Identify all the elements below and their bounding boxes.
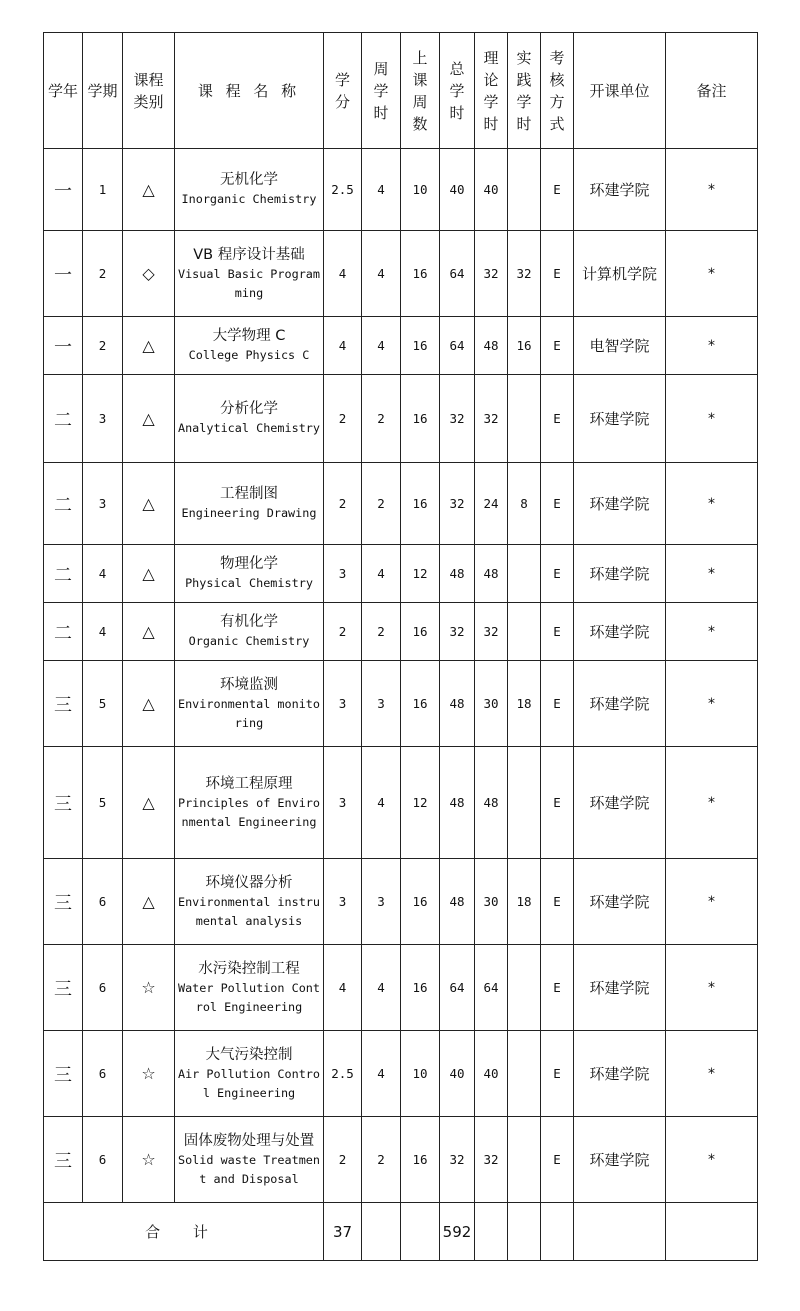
credit-cell: 2 [324, 463, 362, 545]
course-name-en: Engineering Drawing [181, 506, 317, 520]
course-name-cn: 有机化学 [220, 614, 278, 630]
theory-hours-cell: 32 [475, 603, 508, 661]
header-course-name: 课 程 名 称 [175, 33, 324, 149]
weeks-cell: 16 [401, 317, 440, 375]
exam-method-cell: E [541, 375, 574, 463]
weekly-hours-cell: 2 [362, 463, 401, 545]
total-theory-hours [475, 1203, 508, 1261]
term-cell: 5 [83, 661, 123, 747]
exam-method-cell: E [541, 231, 574, 317]
year-cell: 三 [44, 1031, 83, 1117]
note-cell: * [666, 317, 758, 375]
exam-method-cell: E [541, 545, 574, 603]
theory-hours-cell: 32 [475, 1117, 508, 1203]
header-theory-hours: 理论学时 [475, 33, 508, 149]
header-course-type: 课程类别 [123, 33, 175, 149]
course-name-cell [175, 1117, 324, 1203]
header-row [44, 33, 758, 149]
total-hours-cell: 32 [440, 603, 475, 661]
course-name-cell [175, 747, 324, 859]
table-row [44, 463, 758, 545]
table-row [44, 945, 758, 1031]
note-cell: * [666, 747, 758, 859]
course-name-cell [175, 859, 324, 945]
exam-method-cell: E [541, 317, 574, 375]
term-cell: 5 [83, 747, 123, 859]
credit-cell: 2 [324, 1117, 362, 1203]
table-row [44, 859, 758, 945]
weekly-hours-cell: 3 [362, 661, 401, 747]
course-name-cell [175, 375, 324, 463]
department-cell: 环建学院 [574, 945, 666, 1031]
year-cell: 一 [44, 149, 83, 231]
practice-hours-cell: 32 [508, 231, 541, 317]
course-name-cn: VB 程序设计基础 [193, 246, 305, 263]
year-cell: 三 [44, 859, 83, 945]
practice-hours-cell: 8 [508, 463, 541, 545]
total-label-text: 合 计 [145, 1223, 222, 1241]
weeks-cell: 16 [401, 859, 440, 945]
year-cell: 三 [44, 747, 83, 859]
year-cell: 三 [44, 661, 83, 747]
weeks-cell: 16 [401, 603, 440, 661]
department-cell: 环建学院 [574, 545, 666, 603]
note-cell: * [666, 859, 758, 945]
credit-cell: 4 [324, 231, 362, 317]
table-row [44, 149, 758, 231]
department-cell: 环建学院 [574, 463, 666, 545]
total-hours-cell: 40 [440, 149, 475, 231]
weeks-cell: 16 [401, 1117, 440, 1203]
exam-method-cell: E [541, 1031, 574, 1117]
note-cell: * [666, 545, 758, 603]
credit-cell: 2.5 [324, 1031, 362, 1117]
course-name-en: Organic Chemistry [188, 634, 310, 648]
course-type-cell: △ [123, 661, 175, 747]
term-cell: 6 [83, 1117, 123, 1203]
course-name-cn: 环境工程原理 [205, 775, 293, 792]
exam-method-cell: E [541, 661, 574, 747]
course-type-cell: △ [123, 375, 175, 463]
department-cell: 计算机学院 [574, 231, 666, 317]
weekly-hours-cell: 4 [362, 545, 401, 603]
theory-hours-cell: 48 [475, 317, 508, 375]
course-name-en: Principles of Environmental Engineering [177, 795, 321, 829]
table-row [44, 1031, 758, 1117]
table-row [44, 1117, 758, 1203]
total-hours-cell: 32 [440, 1117, 475, 1203]
exam-method-cell: E [541, 463, 574, 545]
course-name-en: Water Pollution Control Engineering [177, 980, 321, 1014]
total-hours-cell: 64 [440, 231, 475, 317]
course-type-cell: ☆ [123, 945, 175, 1031]
header-department: 开课单位 [574, 33, 666, 149]
course-type-cell: ◇ [123, 231, 175, 317]
term-cell: 4 [83, 545, 123, 603]
course-name-en: Solid waste Treatment and Disposal [177, 1152, 321, 1186]
practice-hours-cell [508, 1031, 541, 1117]
year-cell: 二 [44, 463, 83, 545]
weekly-hours-cell: 4 [362, 945, 401, 1031]
theory-hours-cell: 24 [475, 463, 508, 545]
term-cell: 2 [83, 231, 123, 317]
department-cell: 环建学院 [574, 375, 666, 463]
course-name-cell [175, 231, 324, 317]
course-name-cn: 物理化学 [220, 556, 278, 572]
exam-method-cell: E [541, 859, 574, 945]
theory-hours-cell: 32 [475, 375, 508, 463]
credit-cell: 3 [324, 747, 362, 859]
course-name-cell [175, 545, 324, 603]
weeks-cell: 12 [401, 747, 440, 859]
table-row [44, 545, 758, 603]
header-credit: 学分 [324, 33, 362, 149]
term-cell: 2 [83, 317, 123, 375]
credit-cell: 3 [324, 661, 362, 747]
course-name-cell [175, 945, 324, 1031]
weekly-hours-cell: 4 [362, 149, 401, 231]
note-cell: * [666, 1117, 758, 1203]
course-name-cell [175, 463, 324, 545]
term-cell: 6 [83, 859, 123, 945]
term-cell: 3 [83, 463, 123, 545]
total-hours-cell: 64 [440, 317, 475, 375]
table-row [44, 603, 758, 661]
department-cell: 环建学院 [574, 747, 666, 859]
department-cell: 电智学院 [574, 317, 666, 375]
exam-method-cell: E [541, 149, 574, 231]
theory-hours-cell: 30 [475, 661, 508, 747]
table-row [44, 747, 758, 859]
note-cell: * [666, 231, 758, 317]
department-cell: 环建学院 [574, 661, 666, 747]
year-cell: 二 [44, 545, 83, 603]
year-cell: 一 [44, 231, 83, 317]
theory-hours-cell: 40 [475, 149, 508, 231]
note-cell: * [666, 661, 758, 747]
course-name-en: College Physics C [188, 348, 310, 362]
year-cell: 二 [44, 375, 83, 463]
course-name-en: Environmental instrumental analysis [177, 894, 321, 928]
weekly-hours-cell: 2 [362, 375, 401, 463]
year-cell: 一 [44, 317, 83, 375]
total-department [574, 1203, 666, 1261]
weekly-hours-cell: 4 [362, 231, 401, 317]
weeks-cell: 10 [401, 149, 440, 231]
theory-hours-cell: 40 [475, 1031, 508, 1117]
practice-hours-cell: 16 [508, 317, 541, 375]
table-row [44, 661, 758, 747]
course-name-cn: 固体废物处理与处置 [183, 1132, 315, 1149]
practice-hours-cell [508, 1117, 541, 1203]
total-hours-cell: 40 [440, 1031, 475, 1117]
weekly-hours-cell: 2 [362, 1117, 401, 1203]
note-cell: * [666, 463, 758, 545]
total-label [44, 1203, 324, 1261]
weekly-hours-cell: 4 [362, 747, 401, 859]
exam-method-cell: E [541, 945, 574, 1031]
credit-cell: 4 [324, 945, 362, 1031]
practice-hours-cell [508, 149, 541, 231]
course-name-en: Environmental monitoring [177, 696, 321, 730]
header-exam-method: 考核方式 [541, 33, 574, 149]
course-name-cell [175, 1031, 324, 1117]
practice-hours-cell [508, 603, 541, 661]
total-credit: 37 [324, 1203, 362, 1261]
course-name-en: Physical Chemistry [185, 576, 313, 590]
header-practice-hours: 实践学时 [508, 33, 541, 149]
total-note [666, 1203, 758, 1261]
weeks-cell: 12 [401, 545, 440, 603]
exam-method-cell: E [541, 603, 574, 661]
year-cell: 三 [44, 945, 83, 1031]
course-type-cell: △ [123, 859, 175, 945]
term-cell: 6 [83, 945, 123, 1031]
weeks-cell: 16 [401, 945, 440, 1031]
theory-hours-cell: 32 [475, 231, 508, 317]
header-term: 学期 [83, 33, 123, 149]
course-name-cell [175, 603, 324, 661]
header-year: 学年 [44, 33, 83, 149]
weeks-cell: 10 [401, 1031, 440, 1117]
credit-cell: 2 [324, 603, 362, 661]
exam-method-cell: E [541, 747, 574, 859]
department-cell: 环建学院 [574, 149, 666, 231]
note-cell: * [666, 1031, 758, 1117]
course-type-cell: ☆ [123, 1117, 175, 1203]
practice-hours-cell: 18 [508, 661, 541, 747]
credit-cell: 2.5 [324, 149, 362, 231]
practice-hours-cell [508, 375, 541, 463]
credit-cell: 3 [324, 859, 362, 945]
course-name-cn: 工程制图 [220, 486, 278, 502]
table-row [44, 231, 758, 317]
total-total-hours: 592 [440, 1203, 475, 1261]
weekly-hours-cell: 4 [362, 317, 401, 375]
course-name-en: Analytical Chemistry [177, 421, 321, 435]
practice-hours-cell [508, 747, 541, 859]
course-name-en: Air Pollution Control Engineering [177, 1066, 321, 1100]
total-hours-cell: 32 [440, 375, 475, 463]
credit-cell: 3 [324, 545, 362, 603]
department-cell: 环建学院 [574, 603, 666, 661]
term-cell: 1 [83, 149, 123, 231]
theory-hours-cell: 64 [475, 945, 508, 1031]
note-cell: * [666, 945, 758, 1031]
course-name-cell [175, 317, 324, 375]
total-hours-cell: 64 [440, 945, 475, 1031]
weeks-cell: 16 [401, 375, 440, 463]
course-name-cn: 无机化学 [220, 172, 278, 188]
practice-hours-cell [508, 545, 541, 603]
note-cell: * [666, 375, 758, 463]
department-cell: 环建学院 [574, 859, 666, 945]
course-name-cn: 大学物理 C [212, 328, 286, 344]
year-cell: 三 [44, 1117, 83, 1203]
course-name-cell [175, 661, 324, 747]
department-cell: 环建学院 [574, 1117, 666, 1203]
weeks-cell: 16 [401, 463, 440, 545]
course-type-cell: ☆ [123, 1031, 175, 1117]
term-cell: 6 [83, 1031, 123, 1117]
course-table [43, 32, 758, 1261]
total-hours-cell: 32 [440, 463, 475, 545]
course-name-en: Inorganic Chemistry [181, 192, 317, 206]
course-type-cell: △ [123, 545, 175, 603]
course-name-cell [175, 149, 324, 231]
header-total-hours: 总学时 [440, 33, 475, 149]
theory-hours-cell: 48 [475, 747, 508, 859]
practice-hours-cell: 18 [508, 859, 541, 945]
total-hours-cell: 48 [440, 859, 475, 945]
term-cell: 3 [83, 375, 123, 463]
course-type-cell: △ [123, 149, 175, 231]
course-type-cell: △ [123, 603, 175, 661]
weeks-cell: 16 [401, 661, 440, 747]
total-exam [541, 1203, 574, 1261]
table-row [44, 317, 758, 375]
course-type-cell: △ [123, 463, 175, 545]
note-cell: * [666, 603, 758, 661]
credit-cell: 4 [324, 317, 362, 375]
practice-hours-cell [508, 945, 541, 1031]
note-cell: * [666, 149, 758, 231]
total-hours-cell: 48 [440, 661, 475, 747]
table-row [44, 375, 758, 463]
course-name-cn: 环境监测 [220, 676, 278, 693]
total-row [44, 1203, 758, 1261]
course-name-cn: 大气污染控制 [205, 1046, 293, 1063]
theory-hours-cell: 30 [475, 859, 508, 945]
term-cell: 4 [83, 603, 123, 661]
course-type-cell: △ [123, 747, 175, 859]
theory-hours-cell: 48 [475, 545, 508, 603]
header-note: 备注 [666, 33, 758, 149]
course-name-cn: 水污染控制工程 [198, 960, 300, 977]
total-weekly-hours [362, 1203, 401, 1261]
course-type-cell: △ [123, 317, 175, 375]
weekly-hours-cell: 2 [362, 603, 401, 661]
total-hours-cell: 48 [440, 545, 475, 603]
total-hours-cell: 48 [440, 747, 475, 859]
course-name-en: Visual Basic Programming [177, 266, 321, 300]
total-weeks [401, 1203, 440, 1261]
total-practice-hours [508, 1203, 541, 1261]
year-cell: 二 [44, 603, 83, 661]
course-name-cn: 分析化学 [220, 401, 278, 417]
header-weeks: 上课周数 [401, 33, 440, 149]
course-name-cn: 环境仪器分析 [205, 874, 293, 891]
weekly-hours-cell: 3 [362, 859, 401, 945]
weekly-hours-cell: 4 [362, 1031, 401, 1117]
header-weekly-hours: 周学时 [362, 33, 401, 149]
credit-cell: 2 [324, 375, 362, 463]
weeks-cell: 16 [401, 231, 440, 317]
exam-method-cell: E [541, 1117, 574, 1203]
department-cell: 环建学院 [574, 1031, 666, 1117]
